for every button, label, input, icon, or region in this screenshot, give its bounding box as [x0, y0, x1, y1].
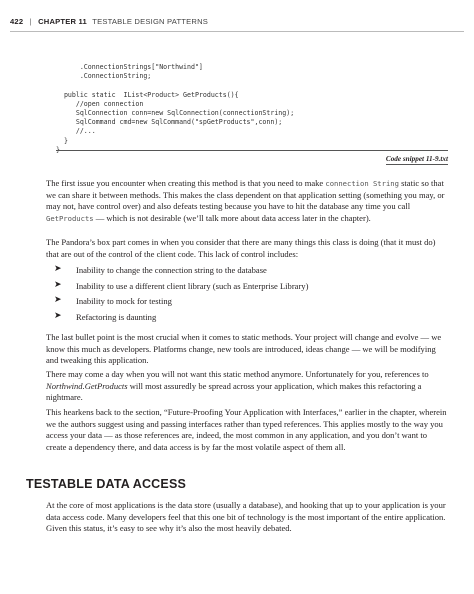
para1-text-c: — which is not desirable (we’ll talk more about data access later in the chapter). — [93, 212, 371, 223]
bullet-arrow-icon: ➤ — [54, 310, 62, 321]
chapter-label: CHAPTER 11 — [38, 17, 87, 26]
inline-code-connection-string: connection String — [325, 179, 399, 188]
list-item — [54, 296, 448, 312]
list-item — [54, 265, 448, 281]
paragraph-refactoring — [46, 369, 448, 404]
code-line: SqlCommand cmd=new SqlCommand("spGetProducts",conn); — [56, 118, 283, 127]
code-snippet — [56, 63, 294, 155]
paragraph-data-access — [46, 500, 448, 535]
paragraph-future-proofing — [46, 407, 448, 453]
para6-text: At the core of most applications is the data store (usually a database), and hooking that up to your application is your data access code. Many developers feel that this one bit of technology is the most important of the entire application. Given this status, it’s easy to see why it’s also the most heavily debated. — [46, 500, 446, 533]
chapter-title: TESTABLE DESIGN PATTERNS — [92, 17, 209, 26]
code-line: //open connection — [56, 99, 144, 108]
header-separator: | — [29, 17, 32, 26]
code-line: SqlConnection conn=new SqlConnection(connectionString); — [56, 109, 295, 118]
code-line: } — [56, 145, 60, 154]
paragraph-static-crucial — [46, 332, 448, 367]
bullet-text: Inability to change the connection string to the database — [76, 265, 267, 275]
code-line: .ConnectionStrings["Northwind"] — [56, 63, 203, 71]
para4-text-a: There may come a day when you will not want this static method anymore. Unfortunately for you, references to — [46, 369, 429, 379]
code-caption: Code snippet 11-9.txt — [385, 155, 448, 163]
inline-code-getproducts: GetProducts — [46, 213, 94, 223]
bullet-arrow-icon: ➤ — [54, 264, 62, 274]
para3-text: The last bullet point is the most crucial when it comes to static methods. Your project will change and evolve — we know this much as developers. Platforms change, new tools are introduced, ideas change — we will be modifying and tweaking this application. — [46, 332, 442, 365]
bullet-arrow-icon: ➤ — [54, 279, 62, 290]
paragraph-static-issue — [46, 178, 448, 224]
para4-italic-reference: Northwind.GetProducts — [46, 380, 128, 391]
list-item — [54, 281, 448, 297]
bullet-arrow-icon: ➤ — [54, 295, 62, 305]
code-line: } — [56, 136, 68, 145]
bullet-list — [54, 265, 448, 327]
para2-text: The Pandora’s box part comes in when you consider that there are many things this class is doing (that it must do) that are out of the control of the client code. This lack of control includes: — [46, 237, 436, 259]
bullet-text: Refactoring is daunting — [76, 311, 157, 322]
code-line: public static IList<Product> GetProducts(){ — [56, 90, 239, 99]
page-number: 422 — [10, 17, 24, 26]
section-heading: TESTABLE DATA ACCESS — [26, 477, 187, 491]
list-item — [54, 312, 448, 328]
para1-text-b: static so that we can share it between methods. This makes the class dependent on that application setting (something you may, or may not, have control over) and also defeats testing because you have to hit the database any time you call — [46, 178, 445, 211]
para5-text: This hearkens back to the section, “Future-Proofing Your Application with Interfaces,” earlier in the chapter, wherein we the authors suggest using and passing interfaces rather than typed references. This applies mostly to the way you access your data — as those references are, indeed, the most common in any application, and you don’t want to create a dependency there, and data access is by far the most volatile aspect of them all. — [46, 407, 447, 452]
code-line: //... — [56, 127, 96, 136]
running-header — [10, 17, 208, 26]
para4-text-b: will most assuredly be spread across your application, which makes this refactoring a nightmare. — [46, 380, 422, 402]
para1-text-a: The first issue you encounter when creating this method is that you need to make — [46, 178, 326, 188]
header-rule — [10, 31, 464, 32]
bullet-text: Inability to mock for testing — [76, 296, 172, 306]
code-divider — [56, 150, 448, 151]
code-line: .ConnectionString; — [56, 72, 152, 81]
bullet-text: Inability to use a different client library (such as Enterprise Library) — [76, 280, 309, 291]
paragraph-pandoras-box — [46, 237, 448, 260]
